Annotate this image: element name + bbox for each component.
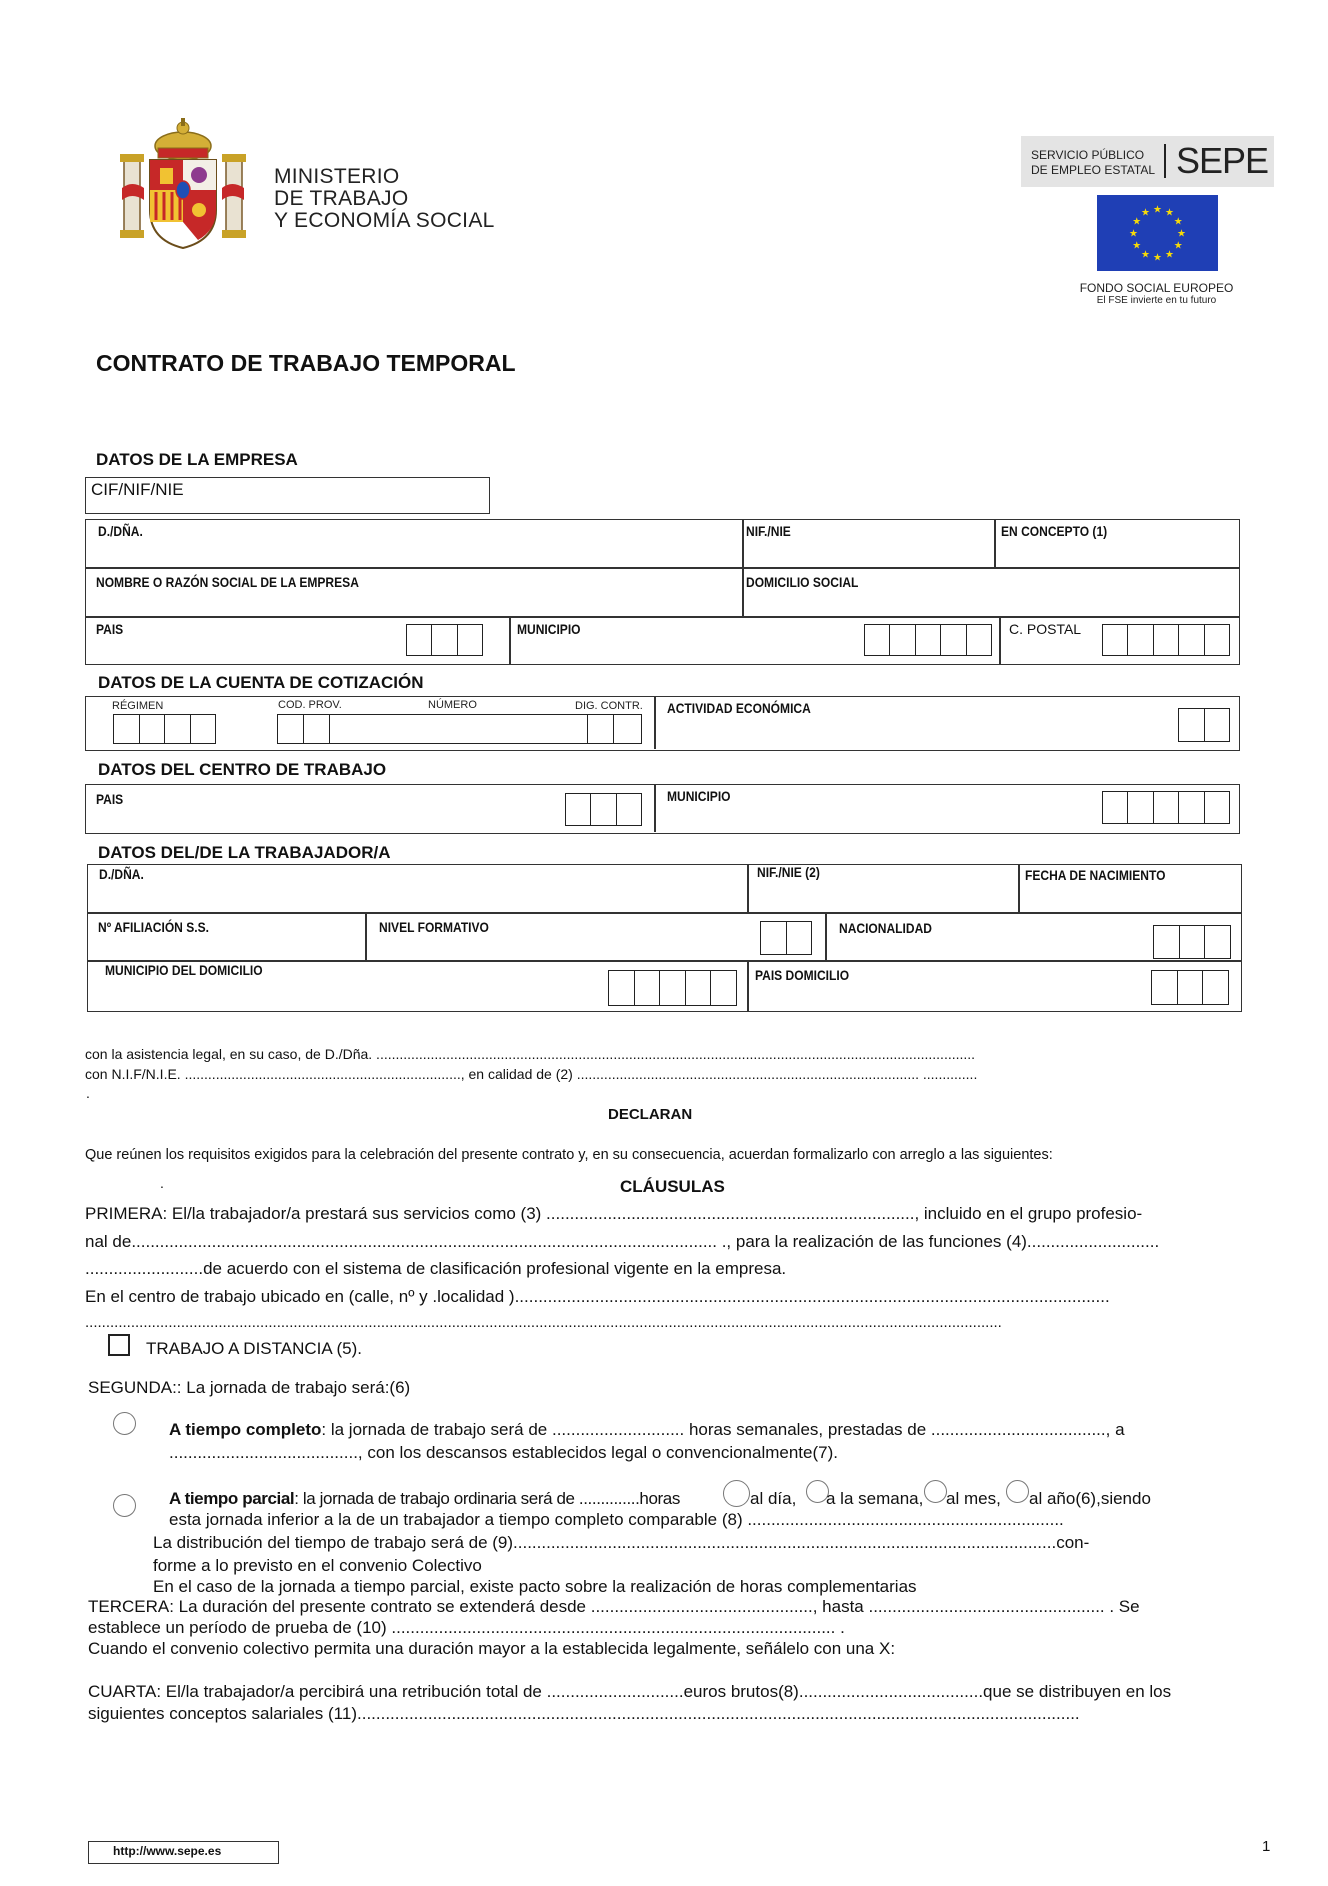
segunda-label: SEGUNDA:: La jornada de trabajo será:(6) (88, 1378, 411, 1397)
regimen-input[interactable] (113, 714, 216, 744)
razon-social-label: NOMBRE O RAZÓN SOCIAL DE LA EMPRESA (96, 574, 359, 590)
centro-heading: DATOS DEL CENTRO DE TRABAJO (98, 760, 387, 779)
eu-star-icon: ★ (1153, 252, 1162, 264)
regimen-label: RÉGIMEN (112, 700, 164, 712)
semana-label: a la semana, (826, 1489, 924, 1508)
centro-pais-label: PAIS (96, 791, 124, 807)
coat-of-arms-logo (118, 118, 248, 253)
trabajador-heading: DATOS DEL/DE LA TRABAJADOR/A (98, 843, 391, 862)
eu-star-icon: ★ (1165, 207, 1174, 219)
eu-star-icon: ★ (1141, 249, 1150, 261)
cuarta-line: CUARTA: El/la trabajador/a percibirá una retribución total de .............................euros brutos(8).......................................que se distribuyen en los (88, 1682, 1172, 1701)
primera-line: .........................de acuerdo con el sistema de clasificación profesional vigente en la empresa. (85, 1259, 787, 1278)
empresa-concepto-label: EN CONCEPTO (1) (1001, 523, 1108, 539)
primera-line: PRIMERA: El/la trabajador/a prestará sus servicios como (3) .............................................................................., incluido en el grupo profesio- (85, 1204, 1143, 1223)
eu-star-icon: ★ (1132, 240, 1142, 252)
al-dia-label: al día, (750, 1489, 797, 1508)
afiliacion-label: Nº AFILIACIÓN S.S. (98, 919, 209, 935)
municipio-domicilio-input[interactable] (608, 970, 737, 1006)
trabajador-dna-label: D./DÑA. (99, 866, 144, 882)
tiempo-parcial-text: : la jornada de trabajo ordinaria será de ..............horas (294, 1489, 680, 1508)
eu-star-icon: ★ (1132, 216, 1142, 228)
eu-star-icon: ★ (1141, 207, 1150, 219)
eu-star-icon: ★ (1173, 240, 1183, 252)
tiempo-completo-line2: ........................................, con los descansos establecidos legal o convencionalmente(7). (169, 1443, 838, 1462)
tiempo-completo-text: : la jornada de trabajo será de ............................ horas semanales, prestadas de ....................................., a (321, 1420, 1125, 1439)
anio-radio[interactable] (1006, 1480, 1029, 1503)
anio-label: al año(6),siendo (1029, 1489, 1151, 1508)
empresa-heading: DATOS DE LA EMPRESA (96, 450, 298, 469)
sepe-text: SERVICIO PÚBLICO (1031, 148, 1145, 162)
page-title: CONTRATO DE TRABAJO TEMPORAL (96, 350, 516, 376)
sepe-brand: SEPE (1176, 140, 1269, 181)
municipio-domicilio-label: MUNICIPIO DEL DOMICILIO (105, 962, 263, 978)
dig-contr-label: DIG. CONTR. (575, 700, 643, 712)
centro-pais-input[interactable] (565, 793, 642, 826)
tiempo-parcial-radio[interactable] (113, 1494, 136, 1517)
tiempo-completo-line (169, 1420, 1125, 1440)
centro-municipio-input[interactable] (1102, 791, 1230, 824)
distribucion-line: La distribución del tiempo de trabajo será de (9)...................................................................................................................con- (153, 1533, 1090, 1552)
asistencia-line: con N.I.F/N.I.E. ......................................................................., en calidad de (2) ........................................................................................ .............. (85, 1066, 978, 1082)
asistencia-line: con la asistencia legal, en su caso, de D./Dña. .......................................................................................................................................................... (85, 1046, 976, 1062)
tiempo-parcial-line (169, 1489, 680, 1509)
empresa-pais-label: PAIS (96, 621, 124, 637)
clausulas-heading: CLÁUSULAS (620, 1177, 725, 1196)
numero-label: NÚMERO (428, 699, 477, 711)
cuarta-line: siguientes conceptos salariales (11)......................................................................................................................................................... (88, 1704, 1080, 1723)
tiempo-parcial-bold: A tiempo parcial (169, 1489, 295, 1508)
actividad-input[interactable] (1178, 708, 1230, 742)
cif-label: CIF/NIF/NIE (91, 480, 184, 499)
declaran-heading: DECLARAN (608, 1106, 693, 1123)
nacionalidad-input[interactable] (1153, 925, 1231, 959)
mes-label: al mes, (946, 1489, 1001, 1508)
footer-url-box[interactable] (88, 1841, 279, 1864)
page-number: 1 (1262, 1838, 1271, 1855)
ministry-line: MINISTERIO (274, 165, 400, 188)
eu-star-icon: ★ (1165, 249, 1174, 261)
mes-radio[interactable] (924, 1480, 947, 1503)
ministry-line: Y ECONOMÍA SOCIAL (274, 209, 495, 232)
primera-line: En el centro de trabajo ubicado en (calle, nº y .localidad ).............................................................................................................................. (85, 1287, 1110, 1306)
primera-line: ............................................................................................................................................................................................................................ (85, 1314, 1002, 1331)
fse-title: FONDO SOCIAL EUROPEO (1079, 281, 1234, 295)
nivel-formativo-input[interactable] (760, 921, 812, 955)
empresa-dna-label: D./DÑA. (98, 523, 143, 539)
tercera-line: establece un período de prueba de (10) .............................................................................................. . (88, 1618, 845, 1637)
empresa-table (85, 519, 1240, 665)
cod-prov-label: COD. PROV. (278, 699, 342, 711)
centro-table (85, 784, 1240, 834)
fse-caption (1050, 281, 1263, 306)
fecha-nacimiento-label: FECHA DE NACIMIENTO (1025, 867, 1166, 883)
fse-subtitle: El FSE invierte en tu futuro (1096, 295, 1217, 306)
eu-star-icon: ★ (1153, 204, 1162, 216)
sepe-logo (1021, 136, 1274, 187)
trabajador-nif-label: NIF./NIE (2) (757, 864, 820, 880)
ministry-line: DE TRABAJO (274, 187, 409, 210)
tiempo-completo-radio[interactable] (113, 1412, 136, 1435)
sepe-text: DE EMPLEO ESTATAL (1031, 163, 1156, 177)
eu-flag-icon (1097, 195, 1218, 271)
al-dia-radio[interactable] (723, 1480, 750, 1507)
nacionalidad-label: NACIONALIDAD (839, 920, 932, 936)
primera-line: nal de............................................................................................................................ ., para la realización de las funciones (4)............................ (85, 1232, 1160, 1251)
cotizacion-table (85, 696, 1240, 751)
tiempo-completo-bold: A tiempo completo (169, 1420, 322, 1439)
trabajo-distancia-checkbox[interactable] (108, 1334, 130, 1356)
empresa-municipio-code-input[interactable] (864, 624, 992, 656)
asistencia-dot: . (86, 1085, 90, 1101)
distribucion-line: forme a lo previsto en el convenio Colectivo (153, 1556, 482, 1575)
ministry-name (274, 166, 495, 232)
cif-field[interactable] (85, 477, 490, 514)
declaran-text: Que reúnen los requisitos exigidos para la celebración del presente contrato y, en su consecuencia, acuerdan formalizarlo con arreglo a las siguientes: (85, 1147, 1053, 1163)
pais-domicilio-input[interactable] (1151, 970, 1229, 1005)
horas-complementarias-line: En el caso de la jornada a tiempo parcial, existe pacto sobre la realización de horas complementarias (153, 1577, 917, 1596)
empresa-municipio-label: MUNICIPIO (517, 621, 581, 637)
clausulas-dot: . (160, 1175, 164, 1191)
empresa-nif-label: NIF./NIE (746, 523, 791, 539)
centro-municipio-label: MUNICIPIO (667, 788, 731, 804)
eu-star-icon: ★ (1177, 228, 1186, 240)
cpostal-input[interactable] (1102, 624, 1230, 656)
trabajo-distancia-label: TRABAJO A DISTANCIA (5). (146, 1339, 363, 1358)
cpostal-label: C. POSTAL (1009, 621, 1082, 637)
eu-star-icon: ★ (1129, 228, 1138, 240)
actividad-label: ACTIVIDAD ECONÓMICA (667, 700, 811, 716)
tercera-line: TERCERA: La duración del presente contrato se extenderá desde ..............................................., hasta .................................................. . Se (88, 1597, 1140, 1616)
empresa-pais-code-input[interactable] (406, 624, 483, 656)
pais-domicilio-label: PAIS DOMICILIO (755, 967, 850, 983)
eu-star-icon: ★ (1173, 216, 1183, 228)
domicilio-social-label: DOMICILIO SOCIAL (746, 574, 859, 590)
tiempo-parcial-line2: esta jornada inferior a la de un trabajador a tiempo completo comparable (8) ................................................................... (169, 1510, 1064, 1529)
convenio-line: Cuando el convenio colectivo permita una duración mayor a la establecida legalmente, señálelo con una X: (88, 1639, 896, 1658)
cotizacion-heading: DATOS DE LA CUENTA DE COTIZACIÓN (98, 673, 424, 692)
nivel-formativo-label: NIVEL FORMATIVO (379, 919, 489, 935)
footer-url: http://www.sepe.es (113, 1844, 222, 1858)
ccc-number-input[interactable] (277, 714, 642, 744)
